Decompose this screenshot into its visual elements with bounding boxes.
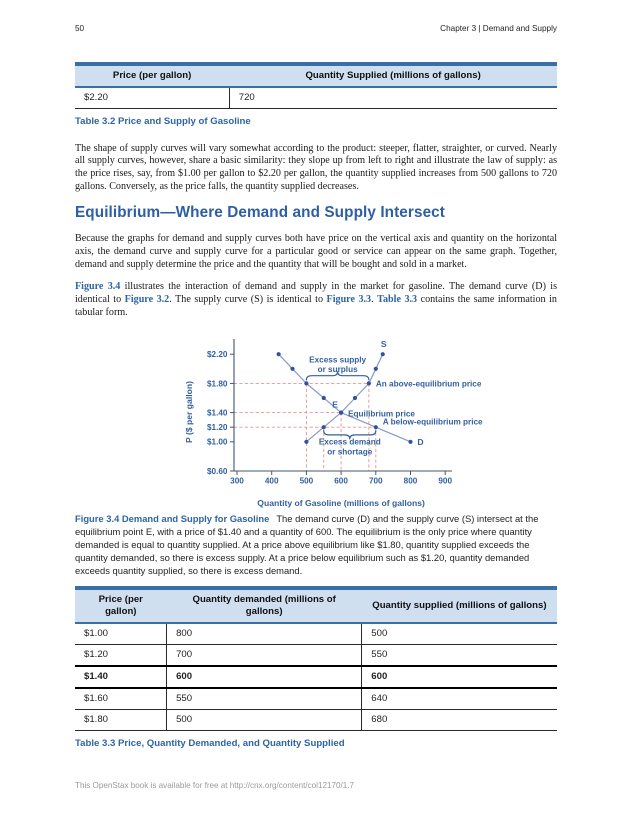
chart-annotation: S: [380, 338, 387, 349]
cross-reference-link[interactable]: Figure 3.2: [124, 294, 170, 306]
data-point: [381, 352, 385, 356]
cross-reference-link[interactable]: Figure 3.4: [75, 281, 121, 293]
table-cell: 720: [229, 87, 557, 109]
y-tick-label: $1.20: [207, 422, 228, 432]
text-span: contains the same information in tabular form.: [75, 294, 557, 318]
figure-caption-lead: Figure 3.4 Demand and Supply for Gasoline: [75, 512, 270, 524]
data-point: [290, 366, 294, 370]
data-point: [322, 395, 326, 399]
column-header: Quantity supplied (millions of gallons): [362, 588, 557, 622]
data-point: [304, 439, 308, 443]
data-point: [374, 366, 378, 370]
table-cell: 500: [167, 709, 362, 730]
table-row: [75, 623, 557, 645]
paragraph-equilibrium-intro: Because the graphs for demand and supply curves both have price on the vertical axis and quantity on the horizontal axis, the demand curve and supply curve for a particular good or service can appear on the same graph. Together, demand and supply determine the price and the quantity that will be bought and sold in a market.: [75, 233, 557, 270]
data-point: [374, 425, 378, 429]
y-tick-label: $1.80: [207, 378, 228, 388]
y-tick-label: $1.40: [207, 408, 228, 418]
y-axis-ticks: [207, 350, 234, 476]
column-header: Price (per gallon): [75, 588, 167, 622]
figure-3-4-caption: [75, 512, 557, 577]
y-tick-label: $2.20: [207, 349, 228, 359]
chapter-title: Chapter 3 | Demand and Supply: [440, 24, 557, 33]
x-tick-label: 500: [299, 476, 314, 486]
column-header: Quantity demanded (millions of gallons): [167, 588, 362, 622]
cross-reference-link[interactable]: Table 3.3: [377, 294, 418, 306]
x-tick-label: 400: [264, 476, 279, 486]
data-point: [322, 425, 326, 429]
data-point: [277, 352, 281, 356]
chart-annotation: Excess demand: [318, 437, 381, 447]
chart-annotation: D: [417, 436, 424, 447]
chart-annotation: An above-equilibrium price: [375, 378, 482, 388]
chart-annotation: or surplus: [317, 364, 358, 374]
chart-annotations: [309, 339, 483, 457]
demand-supply-chart: [159, 330, 493, 510]
table-cell: 800: [167, 623, 362, 645]
table-row: [75, 709, 557, 730]
table-3-3-caption: Table 3.3 Price, Quantity Demanded, and Quantity Supplied: [75, 737, 345, 749]
text-span: illustrates the interaction of demand and supply in the market for gasoline. The demand curve (D) is identical to: [75, 281, 557, 306]
table-cell: 600: [362, 666, 557, 688]
table-row: [75, 688, 557, 710]
data-point: [408, 439, 412, 443]
data-point: [353, 395, 357, 399]
y-axis-title: P ($ per gallon): [184, 380, 194, 443]
table-header-row: [75, 588, 557, 622]
text-span: . The supply curve (S) is identical to: [169, 294, 327, 306]
x-tick-label: 800: [403, 476, 418, 486]
y-tick-label: $1.00: [207, 437, 228, 447]
data-point: [304, 381, 308, 385]
chart-annotation: or shortage: [327, 447, 373, 457]
table-3-2-caption: Table 3.2 Price and Supply of Gasoline: [75, 115, 251, 127]
table-3-2: [75, 62, 557, 109]
table-cell: 680: [362, 709, 557, 730]
chart-annotation: E: [332, 399, 338, 410]
page-number: 50: [75, 24, 85, 33]
table-3-3: [75, 586, 557, 730]
paragraph-supply-shape: The shape of supply curves will vary somewhat according to the product: steeper, flatter, straighter, or curved. Nearly all supply curves, however, share a basic similarity: they slope up from left to right and illustrate the law of supply: as the price rises, say, from $1.00 per gallon to $2.20 per gallon, the quantity supplied increases from 500 gallons to 720 gallons. Conversely, as the price falls, the quantity supplied decreases.: [75, 142, 557, 192]
table-cell: $1.40: [75, 666, 167, 688]
x-axis-ticks: [230, 471, 452, 486]
data-point: [339, 410, 343, 414]
chart-annotation: Equilibrium price: [348, 409, 415, 419]
x-tick-label: 600: [334, 476, 348, 486]
figure-caption-body: The demand curve (D) and the supply curve (S) intersect at the equilibrium point E, with a price of $1.40 and a quantity of 600. The equilibrium is the only price where quantity demanded is equal to quantity supplied. At a price above equilibrium like $1.80, quantity supplied exceeds the quantity demanded, so there is excess supply. At a price below equilibrium such as $1.20, quantity demanded exceeds quantity supplied, so there is excess demand.: [75, 512, 539, 576]
section-heading: Equilibrium—Where Demand and Supply Intersect: [75, 203, 445, 221]
chart-annotation: Excess supply: [309, 354, 367, 364]
table-cell: $1.60: [75, 688, 167, 710]
page-content: [75, 0, 557, 749]
cross-reference-link[interactable]: Figure 3.3: [326, 294, 372, 306]
table-cell: $2.20: [75, 87, 229, 109]
column-header: Quantity Supplied (millions of gallons): [229, 64, 557, 87]
table-cell: $1.20: [75, 644, 167, 666]
page-footer: This OpenStax book is available for free at http://cnx.org/content/col12170/1.7: [75, 781, 354, 790]
table-row: [75, 87, 557, 109]
x-tick-label: 300: [230, 476, 244, 486]
table-cell: $1.80: [75, 709, 167, 730]
table-cell: 550: [167, 688, 362, 710]
table-cell: 640: [362, 688, 557, 710]
x-axis-title: Quantity of Gasoline (millions of gallons): [257, 497, 425, 508]
table-cell: 500: [362, 623, 557, 645]
x-tick-label: 900: [438, 476, 453, 486]
y-tick-label: $0.60: [207, 466, 228, 476]
table-cell: 700: [167, 644, 362, 666]
table-cell: 550: [362, 644, 557, 666]
paragraph-3: [75, 281, 557, 319]
figure-3-4-chart: [159, 330, 493, 510]
chart-annotation: A below-equilibrium price: [382, 417, 483, 427]
data-point: [367, 381, 371, 385]
x-tick-label: 700: [368, 476, 383, 486]
table-cell: 600: [167, 666, 362, 688]
column-header: Price (per gallon): [75, 64, 229, 87]
text-span: .: [371, 294, 378, 306]
table-row: [75, 644, 557, 666]
table-header-row: [75, 64, 557, 87]
table-cell: $1.00: [75, 623, 167, 645]
table-row: [75, 666, 557, 688]
